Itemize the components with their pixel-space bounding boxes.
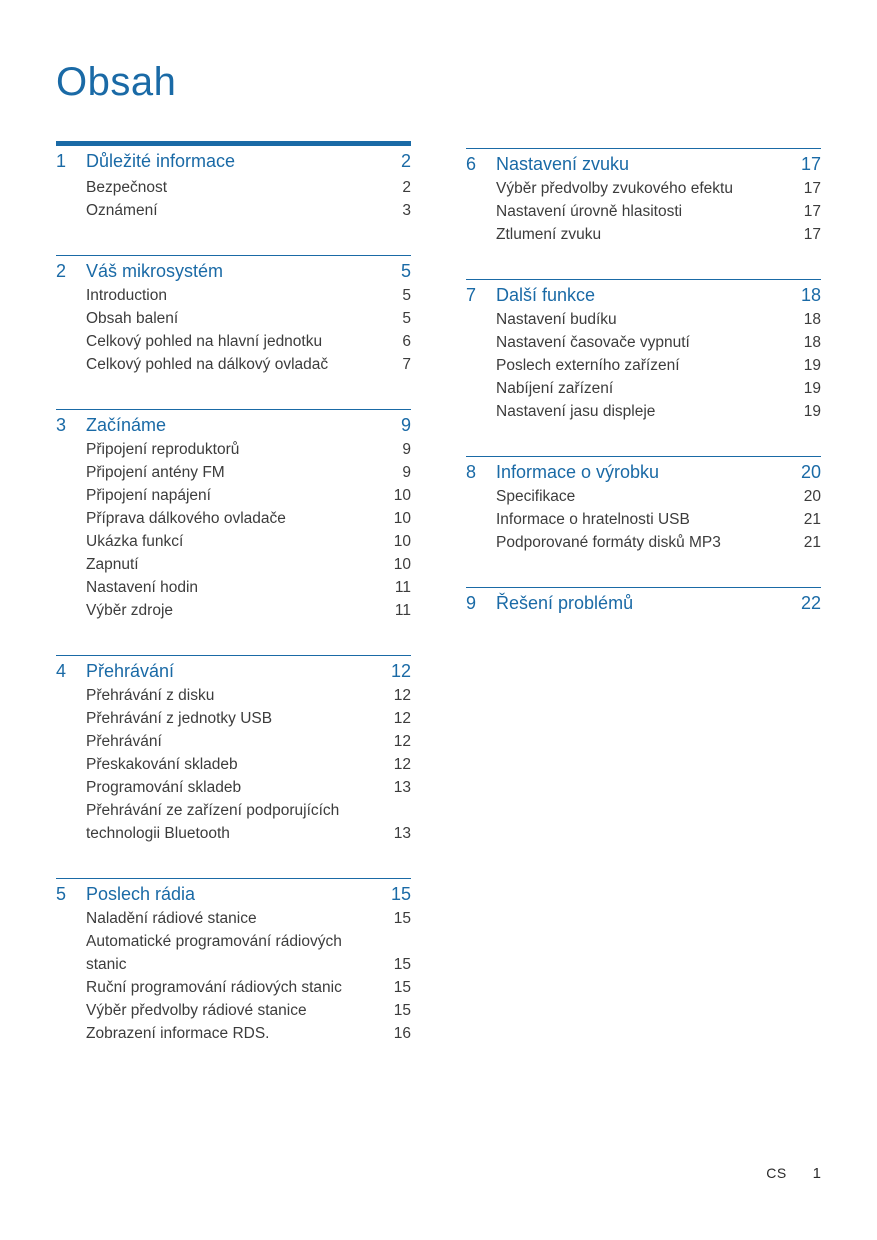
toc-entry[interactable] [496,485,821,508]
toc-entry[interactable] [496,308,821,331]
entry-title[interactable]: Nastavení úrovně hlasitosti [496,203,683,220]
section-page: 9 [400,415,411,435]
entry-title[interactable]: Nastavení budíku [496,311,617,328]
toc-entry[interactable] [496,223,821,246]
toc-entry[interactable] [86,753,411,776]
toc-entry[interactable] [86,553,411,576]
page-number: 1 [812,1165,821,1182]
toc-section [56,255,411,376]
entry-page: 11 [394,602,411,619]
section-page: 20 [800,462,821,482]
entry-title[interactable]: Oznámení [86,202,158,219]
section-number: 2 [56,261,67,281]
toc-section [56,655,411,845]
page-footer [766,1165,821,1182]
entry-title[interactable]: Specifikace [496,488,576,505]
entry-page: 18 [803,334,821,351]
toc-entry[interactable] [86,999,411,1022]
toc-entry[interactable] [86,438,411,461]
toc-entry[interactable] [86,707,411,730]
toc-section-heading[interactable] [466,457,821,485]
entry-page: 10 [393,556,411,573]
section-page: 5 [400,261,411,281]
entry-title[interactable]: Celkový pohled na hlavní jednotku [86,333,323,350]
toc-entry-list [56,176,411,222]
entry-page: 9 [402,464,411,481]
entry-title[interactable]: Obsah balení [86,310,179,327]
entry-page: 10 [393,533,411,550]
toc-entry[interactable] [496,508,821,531]
entry-title[interactable]: Automatické programování rádiových stanic [86,933,342,973]
entry-page: 20 [803,488,821,505]
toc-section-heading[interactable] [56,656,411,684]
entry-title[interactable]: Ukázka funkcí [86,533,184,550]
section-title[interactable]: Váš mikrosystém [86,261,224,281]
entry-page: 13 [393,825,411,842]
entry-title[interactable]: Připojení napájení [86,487,211,504]
entry-page: 10 [393,510,411,527]
entry-title[interactable]: Poslech externího zařízení [496,357,680,374]
entry-page: 6 [402,333,411,350]
entry-title[interactable]: Introduction [86,287,167,304]
toc-section-heading[interactable] [56,146,411,176]
entry-title[interactable]: Připojení reproduktorů [86,441,240,458]
section-title[interactable]: Informace o výrobku [496,462,660,482]
toc-entry[interactable] [86,199,411,222]
toc-entry[interactable] [86,1022,411,1045]
toc-entry[interactable] [86,284,411,307]
entry-title[interactable]: Informace o hratelnosti USB [496,511,690,528]
toc-entry-list [466,485,821,554]
entry-title[interactable]: Celkový pohled na dálkový ovladač [86,356,329,373]
toc-entry-list [56,284,411,376]
entry-page: 15 [393,956,411,973]
toc-entry[interactable] [86,599,411,622]
toc-section-heading[interactable] [56,256,411,284]
section-page: 22 [800,593,821,613]
toc-section [56,141,411,222]
section-page: 18 [800,285,821,305]
entry-page: 17 [803,226,821,243]
entry-page: 5 [402,287,411,304]
entry-page: 11 [394,579,411,596]
section-title[interactable]: Přehrávání [86,661,175,681]
entry-page: 3 [402,202,411,219]
section-title[interactable]: Nastavení zvuku [496,154,630,174]
section-number: 5 [56,884,67,904]
toc-entry[interactable] [86,176,411,199]
section-page: 2 [400,151,411,171]
toc-entry[interactable] [86,353,411,376]
entry-page: 18 [803,311,821,328]
entry-page: 9 [402,441,411,458]
toc-section-heading[interactable] [466,280,821,308]
entry-page: 16 [393,1025,411,1042]
toc-column-right [466,148,821,616]
toc-entry[interactable] [86,684,411,707]
entry-page: 21 [803,511,821,528]
section-page: 15 [390,884,411,904]
toc-section-heading[interactable] [56,879,411,907]
entry-page: 10 [393,487,411,504]
entry-page: 13 [393,779,411,796]
toc-entry-list [466,308,821,423]
section-number: 3 [56,415,67,435]
toc-entry[interactable] [496,354,821,377]
toc-entry[interactable] [86,484,411,507]
toc-entry[interactable] [86,907,411,930]
section-page: 17 [800,154,821,174]
toc-entry[interactable] [86,330,411,353]
toc-section-heading[interactable] [466,588,821,616]
entry-title[interactable]: Zobrazení informace RDS. [86,1025,270,1042]
section-page: 12 [390,661,411,681]
entry-title[interactable]: Přehrávání ze zařízení podporujících technologii Bluetooth [86,802,340,842]
toc-entry[interactable] [496,177,821,200]
entry-page: 7 [402,356,411,373]
toc-entry[interactable] [86,461,411,484]
entry-title[interactable]: Nastavení časovače vypnutí [496,334,690,351]
entry-title[interactable]: Výběr předvolby zvukového efektu [496,180,733,197]
section-number: 7 [466,285,477,305]
entry-page: 12 [393,710,411,727]
entry-title[interactable]: Ztlumení zvuku [496,226,602,243]
toc-entry[interactable] [86,307,411,330]
entry-title[interactable]: Výběr zdroje [86,602,174,619]
section-title[interactable]: Začínáme [86,415,167,435]
section-number: 6 [466,154,477,174]
toc-entry[interactable] [86,530,411,553]
toc-section-heading[interactable] [56,410,411,438]
section-title[interactable]: Další funkce [496,285,596,305]
toc-entry-list [56,907,411,1045]
entry-page: 17 [803,203,821,220]
entry-title[interactable]: Přehrávání [86,733,162,750]
section-number: 1 [56,151,67,171]
toc-section-heading[interactable] [466,149,821,177]
toc-section [466,587,821,616]
entry-title[interactable]: Programování skladeb [86,779,242,796]
entry-page: 19 [803,380,821,397]
entry-title[interactable]: Ruční programování rádiových stanic [86,979,342,996]
toc-entry[interactable] [86,507,411,530]
entry-title[interactable]: Nabíjení zařízení [496,380,614,397]
toc-section [56,878,411,1045]
entry-page: 19 [803,403,821,420]
entry-title[interactable]: Přehrávání z jednotky USB [86,710,273,727]
toc-entry[interactable] [496,531,821,554]
entry-title[interactable]: Nastavení hodin [86,579,199,596]
entry-page: 15 [393,1002,411,1019]
toc-section [466,279,821,423]
toc-section [56,409,411,622]
entry-title[interactable]: Podporované formáty disků MP3 [496,534,721,551]
toc-column-left [56,141,411,1045]
toc-section [466,148,821,246]
toc-entry[interactable] [86,576,411,599]
entry-title[interactable]: Zapnutí [86,556,139,573]
entry-page: 15 [393,979,411,996]
entry-page: 2 [402,179,411,196]
section-number: 4 [56,661,67,681]
toc-entry-list [56,684,411,845]
entry-title[interactable]: Bezpečnost [86,179,167,196]
toc-entry[interactable] [86,930,411,976]
entry-title[interactable]: Přehrávání z disku [86,687,215,704]
entry-page: 12 [393,733,411,750]
page-title: Obsah [56,60,177,104]
section-number: 8 [466,462,477,482]
entry-title[interactable]: Výběr předvolby rádiové stanice [86,1002,307,1019]
toc-entry[interactable] [86,730,411,753]
toc-entry[interactable] [86,776,411,799]
section-number: 9 [466,593,477,613]
language-code: CS [766,1165,787,1181]
section-title[interactable]: Důležité informace [86,151,236,171]
entry-page: 17 [803,180,821,197]
toc-entry[interactable] [496,200,821,223]
toc-entry[interactable] [86,799,411,845]
entry-page: 19 [803,357,821,374]
toc-entry[interactable] [496,331,821,354]
entry-page: 12 [393,756,411,773]
section-title[interactable]: Řešení problémů [496,593,634,613]
toc-entry-list [466,177,821,246]
toc-entry-list [56,438,411,622]
entry-page: 21 [803,534,821,551]
entry-title[interactable]: Připojení antény FM [86,464,225,481]
toc-entry[interactable] [496,377,821,400]
entry-title[interactable]: Příprava dálkového ovladače [86,510,286,527]
entry-title[interactable]: Přeskakování skladeb [86,756,238,773]
toc-entry[interactable] [496,400,821,423]
toc-entry[interactable] [86,976,411,999]
toc-section [466,456,821,554]
entry-page: 15 [393,910,411,927]
entry-page: 5 [402,310,411,327]
entry-title[interactable]: Naladění rádiové stanice [86,910,257,927]
entry-title[interactable]: Nastavení jasu displeje [496,403,656,420]
section-title[interactable]: Poslech rádia [86,884,196,904]
entry-page: 12 [393,687,411,704]
